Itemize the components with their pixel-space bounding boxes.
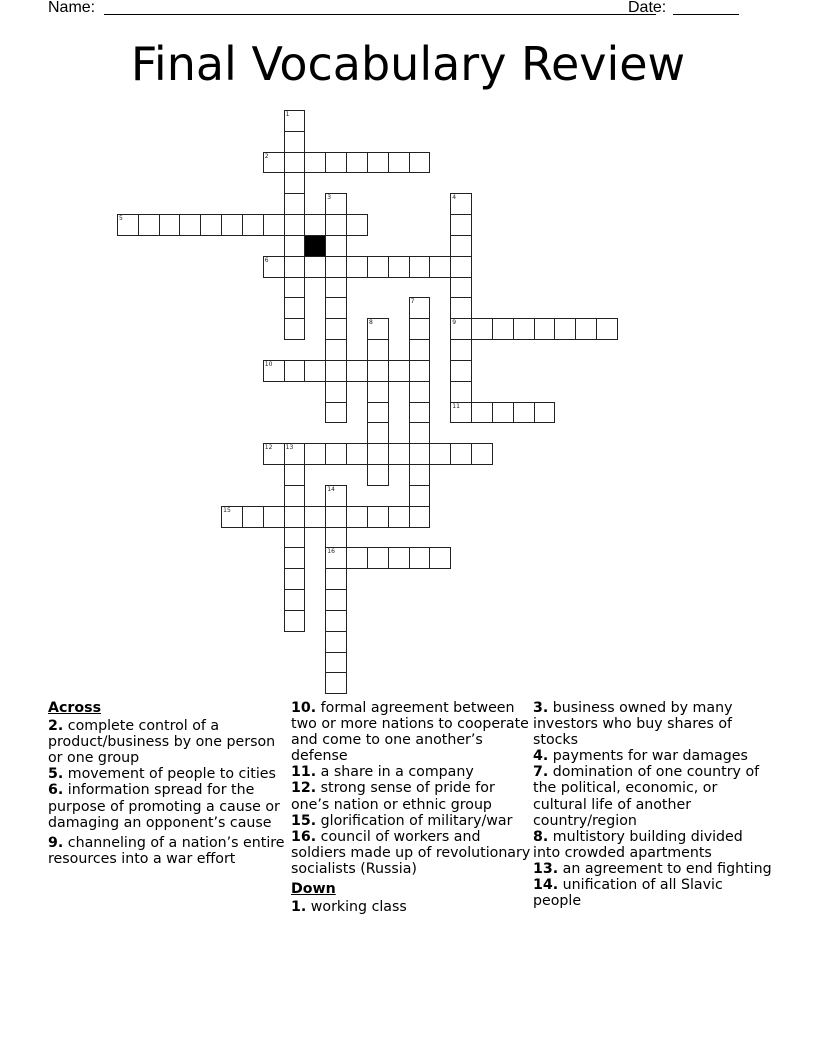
grid-cell[interactable] <box>284 547 306 569</box>
grid-cell[interactable] <box>284 610 306 632</box>
grid-cell[interactable] <box>284 235 306 257</box>
grid-cell[interactable] <box>304 256 326 278</box>
grid-cell[interactable] <box>450 235 472 257</box>
grid-cell[interactable] <box>409 297 431 319</box>
clues-column-2 <box>291 700 531 915</box>
grid-cell[interactable] <box>367 422 389 444</box>
name-label: Name: <box>48 0 96 16</box>
grid-cell[interactable] <box>284 360 306 382</box>
grid-cell[interactable] <box>242 506 264 528</box>
clue-number: 1 <box>285 111 290 118</box>
grid-cell[interactable] <box>284 464 306 486</box>
grid-cell[interactable] <box>325 193 347 215</box>
grid-cell[interactable] <box>284 131 306 153</box>
grid-cell[interactable] <box>388 152 410 174</box>
grid-cell[interactable] <box>346 506 368 528</box>
grid-cell[interactable] <box>409 422 431 444</box>
grid-cell[interactable] <box>304 506 326 528</box>
clue-number: 16 <box>327 548 335 556</box>
grid-cell[interactable] <box>325 610 347 632</box>
grid-cell[interactable] <box>263 360 285 382</box>
grid-cell[interactable] <box>367 443 389 465</box>
grid-cell[interactable] <box>450 256 472 278</box>
clue-down-8: 8. multistory building divided into crowded apartments <box>533 828 743 861</box>
grid-cell[interactable] <box>284 318 306 340</box>
grid-cell[interactable] <box>554 318 576 340</box>
grid-cell[interactable] <box>159 214 181 236</box>
grid-cell[interactable] <box>492 402 514 424</box>
clue-across-16: 16. council of workers and soldiers made up of revolutionary socialists (Russia) <box>291 828 531 877</box>
grid-cell[interactable] <box>346 443 368 465</box>
grid-cell[interactable] <box>304 360 326 382</box>
grid-cell[interactable] <box>325 485 347 507</box>
grid-cell[interactable] <box>367 381 389 403</box>
grid-cell[interactable] <box>284 527 306 549</box>
clue-down-1: 1. working class <box>291 899 407 916</box>
grid-cell[interactable] <box>450 297 472 319</box>
grid-cell[interactable] <box>367 506 389 528</box>
clue-across-10: 10. formal agreement between two or more nations to cooperate and come to one another’s defense <box>291 700 529 765</box>
grid-cell[interactable] <box>450 318 472 340</box>
grid-cell[interactable] <box>263 214 285 236</box>
clue-down-4: 4. payments for war damages <box>533 748 748 765</box>
clue-number: 6 <box>264 256 269 264</box>
grid-cell[interactable] <box>284 172 306 194</box>
clue-number: 11 <box>452 402 460 410</box>
grid-cell[interactable] <box>304 443 326 465</box>
grid-cell[interactable] <box>325 318 347 340</box>
clue-down-14: 14. unification of all Slavic people <box>533 877 723 910</box>
grid-cell[interactable] <box>263 152 285 174</box>
grid-cell[interactable] <box>534 402 556 424</box>
clue-across-6: 6. information spread for the purpose of promoting a cause or damaging an opponent’s cause <box>48 782 280 831</box>
grid-cell[interactable] <box>450 339 472 361</box>
clue-across-15: 15. glorification of military/war <box>291 812 513 829</box>
grid-cell[interactable] <box>388 443 410 465</box>
clue-number: 7 <box>410 298 415 306</box>
grid-cell[interactable] <box>450 214 472 236</box>
clue-number: 10 <box>264 360 273 368</box>
grid-cell[interactable] <box>263 506 285 528</box>
grid-cell[interactable] <box>471 402 493 424</box>
grid-cell[interactable] <box>325 402 347 424</box>
clue-number: 13 <box>285 444 294 452</box>
grid-cell[interactable] <box>325 256 347 278</box>
clue-number: 3 <box>327 194 332 202</box>
grid-cell[interactable] <box>325 152 347 174</box>
grid-cell[interactable] <box>325 381 347 403</box>
grid-cell[interactable] <box>325 589 347 611</box>
grid-cell[interactable] <box>179 214 201 236</box>
grid-cell[interactable] <box>409 485 431 507</box>
clues-column-3 <box>533 700 773 909</box>
grid-cell[interactable] <box>284 485 306 507</box>
clue-number: 4 <box>452 194 457 202</box>
date-label: Date: <box>628 0 667 16</box>
clue-down-3: 3. business owned by many investors who buy shares of stocks <box>533 700 733 749</box>
grid-cell[interactable] <box>409 506 431 528</box>
grid-cell[interactable] <box>284 110 306 132</box>
grid-cell[interactable] <box>325 631 347 653</box>
clue-across-2: 2. complete control of a product/business by one person or one group <box>48 718 276 767</box>
grid-cell[interactable] <box>367 360 389 382</box>
grid-cell[interactable] <box>409 402 431 424</box>
grid-cell[interactable] <box>513 402 535 424</box>
grid-cell[interactable] <box>513 318 535 340</box>
clue-number: 12 <box>264 444 273 452</box>
grid-cell[interactable] <box>409 152 431 174</box>
grid-cell[interactable] <box>388 360 410 382</box>
grid-cell[interactable] <box>284 256 306 278</box>
grid-cell[interactable] <box>325 339 347 361</box>
grid-cell[interactable] <box>367 547 389 569</box>
grid-cell[interactable] <box>429 443 451 465</box>
clue-across-5: 5. movement of people to cities <box>48 766 276 783</box>
grid-cell[interactable] <box>450 443 472 465</box>
grid-cell[interactable] <box>325 235 347 257</box>
grid-cell[interactable] <box>346 152 368 174</box>
page-title: Final Vocabulary Review <box>130 37 686 91</box>
grid-cell[interactable] <box>284 443 306 465</box>
grid-cell[interactable] <box>409 318 431 340</box>
clue-across-9: 9. channeling of a nation’s entire resources into a war effort <box>48 834 285 867</box>
clue-down-13: 13. an agreement to end fighting <box>533 860 772 877</box>
grid-cell[interactable] <box>429 256 451 278</box>
grid-cell[interactable] <box>367 256 389 278</box>
grid-cell[interactable] <box>284 506 306 528</box>
grid-cell[interactable] <box>409 339 431 361</box>
grid-cell[interactable] <box>367 464 389 486</box>
grid-cell[interactable] <box>429 547 451 569</box>
grid-cell[interactable] <box>263 256 285 278</box>
grid-cell[interactable] <box>346 360 368 382</box>
grid-cell[interactable] <box>304 152 326 174</box>
grid-cell[interactable] <box>200 214 222 236</box>
grid-cell[interactable] <box>325 506 347 528</box>
grid-cell[interactable] <box>367 339 389 361</box>
grid-cell[interactable] <box>346 256 368 278</box>
black-cell <box>304 235 326 257</box>
clue-across-11: 11. a share in a company <box>291 764 474 781</box>
clues-column-1 <box>48 700 288 867</box>
grid-cell[interactable] <box>325 360 347 382</box>
clue-number: 8 <box>368 319 373 327</box>
clue-number: 5 <box>119 215 123 223</box>
grid-cell[interactable] <box>409 360 431 382</box>
grid-cell[interactable] <box>367 318 389 340</box>
grid-cell[interactable] <box>471 318 493 340</box>
grid-cell[interactable] <box>450 381 472 403</box>
clue-down-7: 7. domination of one country of the political, economic, or cultural life of another country/region <box>533 764 760 829</box>
grid-cell[interactable] <box>346 547 368 569</box>
grid-cell[interactable] <box>450 360 472 382</box>
grid-cell[interactable] <box>367 402 389 424</box>
grid-cell[interactable] <box>450 402 472 424</box>
clue-number: 15 <box>223 506 231 514</box>
across-heading: Across <box>48 700 102 716</box>
down-heading: Down <box>291 881 336 898</box>
grid-cell[interactable] <box>471 443 493 465</box>
grid-cell[interactable] <box>325 443 347 465</box>
grid-cell[interactable] <box>409 464 431 486</box>
grid-cell[interactable] <box>325 214 347 236</box>
grid-cell[interactable] <box>325 547 347 569</box>
grid-cell[interactable] <box>284 297 306 319</box>
grid-cell[interactable] <box>284 568 306 590</box>
grid-cell[interactable] <box>388 547 410 569</box>
clue-across-12: 12. strong sense of pride for one’s nation or ethnic group <box>291 780 495 813</box>
grid-cell[interactable] <box>221 214 243 236</box>
grid-cell[interactable] <box>325 277 347 299</box>
grid-cell[interactable] <box>325 652 347 674</box>
grid-cell[interactable] <box>221 506 243 528</box>
grid-cell[interactable] <box>117 214 139 236</box>
clue-number: 9 <box>452 319 457 327</box>
grid-cell[interactable] <box>450 277 472 299</box>
grid-cell[interactable] <box>242 214 264 236</box>
grid-cell[interactable] <box>263 443 285 465</box>
grid-cell[interactable] <box>284 589 306 611</box>
grid-cell[interactable] <box>575 318 597 340</box>
grid-cell[interactable] <box>450 193 472 215</box>
grid-cell[interactable] <box>409 443 431 465</box>
grid-cell[interactable] <box>325 527 347 549</box>
grid-cell[interactable] <box>409 256 431 278</box>
grid-cell[interactable] <box>304 214 326 236</box>
grid-cell[interactable] <box>325 297 347 319</box>
grid-cell[interactable] <box>409 547 431 569</box>
grid-cell[interactable] <box>138 214 160 236</box>
grid-cell[interactable] <box>325 568 347 590</box>
grid-cell[interactable] <box>284 152 306 174</box>
clue-number: 2 <box>264 152 269 160</box>
grid-cell[interactable] <box>346 214 368 236</box>
grid-cell[interactable] <box>596 318 618 340</box>
grid-cell[interactable] <box>388 256 410 278</box>
grid-cell[interactable] <box>367 152 389 174</box>
grid-cell[interactable] <box>284 214 306 236</box>
grid-cell[interactable] <box>284 193 306 215</box>
grid-cell[interactable] <box>409 381 431 403</box>
grid-cell[interactable] <box>388 506 410 528</box>
clue-number: 14 <box>327 485 335 493</box>
grid-cell[interactable] <box>325 672 347 694</box>
grid-cell[interactable] <box>534 318 556 340</box>
grid-cell[interactable] <box>284 277 306 299</box>
grid-cell[interactable] <box>492 318 514 340</box>
